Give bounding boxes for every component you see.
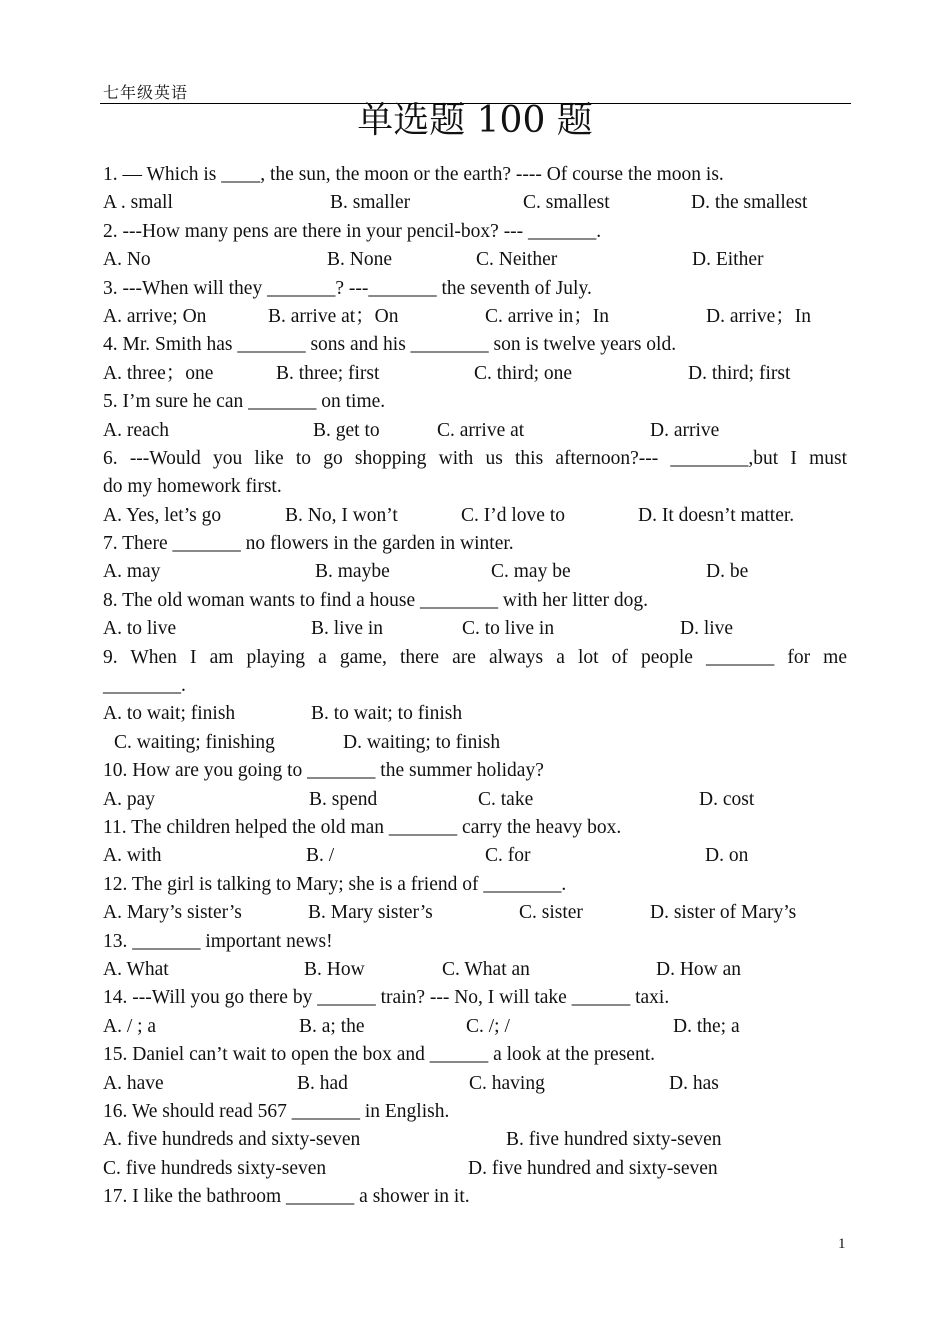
question-stem: 4. Mr. Smith has _______ sons and his ________ son is twelve years old. xyxy=(103,334,677,356)
question-stem: 10. How are you going to _______ the summer holiday? xyxy=(103,760,544,782)
answer-option: B. No, I won’t xyxy=(285,504,398,526)
answer-option: D. live xyxy=(680,618,734,640)
question-item xyxy=(103,1041,847,1098)
answer-option: B. maybe xyxy=(315,561,390,583)
answer-options-row xyxy=(103,729,847,757)
question-stem: 2. ---How many pens are there in your pencil-box? --- _______. xyxy=(103,220,602,242)
answer-option: D. arrive xyxy=(650,419,720,441)
answer-option: B. spend xyxy=(309,788,378,810)
question-stem: 6. ---Would you like to go shopping with us this afternoon?--- ________,but I must xyxy=(103,447,847,469)
answer-option: A. reach xyxy=(103,419,170,441)
question-stem: 7. There _______ no flowers in the garden in winter. xyxy=(103,533,514,555)
question-stem: 15. Daniel can’t wait to open the box and ______ a look at the present. xyxy=(103,1044,655,1066)
question-item xyxy=(103,587,847,644)
answer-option: B. had xyxy=(297,1072,348,1094)
question-item xyxy=(103,161,847,218)
question-item xyxy=(103,984,847,1041)
answer-option: C. having xyxy=(469,1072,545,1094)
question-item xyxy=(103,1098,847,1183)
answer-option: B. get to xyxy=(313,419,380,441)
answer-option: D. It doesn’t matter. xyxy=(638,504,795,526)
answer-option: D. the smallest xyxy=(691,192,808,214)
answer-option: D. third; first xyxy=(688,362,791,384)
answer-option: B. smaller xyxy=(330,192,411,214)
answer-option: D. arrive；In xyxy=(706,305,812,327)
answer-option: C. sister xyxy=(519,902,583,924)
page-number: 1 xyxy=(838,1236,846,1252)
answer-options-row xyxy=(103,558,847,586)
answer-option: C. arrive at xyxy=(437,419,525,441)
answer-option: C. What an xyxy=(442,958,530,980)
question-item xyxy=(103,331,847,388)
question-item xyxy=(103,388,847,445)
question-stem: 3. ---When will they _______? ---_______ the seventh of July. xyxy=(103,277,592,299)
answer-options-row xyxy=(103,956,847,984)
answer-option: D. has xyxy=(669,1072,719,1094)
answer-options-row xyxy=(103,615,847,643)
answer-option: D. be xyxy=(706,561,749,583)
question-stem-continued: ________. xyxy=(103,675,186,697)
answer-option: D. How an xyxy=(656,958,742,980)
answer-options-row xyxy=(103,502,847,530)
answer-option: A. What xyxy=(103,958,169,980)
answer-option: C. arrive in；In xyxy=(485,305,610,327)
answer-option: C. to live in xyxy=(462,618,555,640)
answer-options-row xyxy=(103,246,847,274)
answer-option: B. arrive at；On xyxy=(268,305,399,327)
answer-option: C. five hundreds sixty-seven xyxy=(103,1157,327,1179)
answer-option: D. waiting; to finish xyxy=(343,731,501,753)
question-stem: 1. — Which is ____, the sun, the moon or the earth? ---- Of course the moon is. xyxy=(103,164,724,185)
answer-option: B. / xyxy=(306,845,335,867)
answer-option: A. Mary’s sister’s xyxy=(103,902,242,924)
answer-option: C. smallest xyxy=(523,192,610,214)
page-title: 单选题 100 题 xyxy=(357,100,593,141)
answer-option: D. the; a xyxy=(673,1015,740,1037)
answer-option: A. / ; a xyxy=(103,1015,157,1037)
answer-option: A. three；one xyxy=(103,362,214,384)
answer-option: B. to wait; to finish xyxy=(311,703,463,725)
answer-option: B. three; first xyxy=(276,362,380,384)
answer-options-row xyxy=(103,360,847,388)
answer-option: C. take xyxy=(478,788,534,810)
question-stem: 8. The old woman wants to find a house ________ with her litter dog. xyxy=(103,589,649,611)
answer-option: C. I’d love to xyxy=(461,504,565,526)
answer-option: A. have xyxy=(103,1072,164,1094)
answer-options-row xyxy=(103,1013,847,1041)
question-item xyxy=(103,218,847,275)
question-item xyxy=(103,445,847,530)
answer-option: A. to live xyxy=(103,618,177,640)
answer-options-row xyxy=(103,1155,847,1183)
question-stem: 17. I like the bathroom _______ a shower in it. xyxy=(103,1186,470,1208)
answer-options-row xyxy=(103,1126,847,1154)
answer-option: A. to wait; finish xyxy=(103,703,236,725)
answer-option: C. Neither xyxy=(476,249,558,271)
answer-option: D. sister of Mary’s xyxy=(650,902,797,924)
answer-options-row xyxy=(103,417,847,445)
answer-option: A. Yes, let’s go xyxy=(103,504,222,526)
question-stem: 11. The children helped the old man _______ carry the heavy box. xyxy=(103,816,622,838)
answer-options-row xyxy=(103,189,847,217)
question-item xyxy=(103,928,847,985)
answer-option: A. may xyxy=(103,561,161,583)
question-item xyxy=(103,1183,847,1211)
question-item xyxy=(103,757,847,814)
answer-option: D. cost xyxy=(699,788,755,810)
answer-option: B. How xyxy=(304,958,365,980)
answer-option: D. five hundred and sixty-seven xyxy=(468,1157,718,1179)
answer-options-row xyxy=(103,786,847,814)
answer-options-row xyxy=(103,899,847,927)
question-item xyxy=(103,814,847,871)
answer-option: D. Either xyxy=(692,249,764,271)
question-item xyxy=(103,530,847,587)
answer-option: A . small xyxy=(103,192,173,214)
question-stem: 16. We should read 567 _______ in English. xyxy=(103,1100,450,1122)
answer-option: A. five hundreds and sixty-seven xyxy=(103,1129,361,1151)
answer-option: B. five hundred sixty-seven xyxy=(506,1129,722,1151)
answer-option: A. No xyxy=(103,249,151,271)
answer-option: A. arrive; On xyxy=(103,305,207,327)
question-stem-continued: do my homework first. xyxy=(103,476,282,498)
question-stem: 13. _______ important news! xyxy=(103,930,333,952)
answer-option: C. waiting; finishing xyxy=(114,731,275,753)
answer-option: D. on xyxy=(705,845,749,867)
answer-option: B. a; the xyxy=(299,1015,365,1037)
question-item xyxy=(103,871,847,928)
question-stem: 14. ---Will you go there by ______ train? --- No, I will take ______ taxi. xyxy=(103,987,670,1009)
answer-option: C. third; one xyxy=(474,362,573,384)
answer-option: A. with xyxy=(103,845,162,867)
answer-option: C. /; / xyxy=(466,1015,510,1037)
answer-options-row xyxy=(103,842,847,870)
answer-option: B. Mary sister’s xyxy=(308,902,433,924)
answer-options-row xyxy=(103,700,847,728)
answer-option: B. None xyxy=(327,249,392,271)
answer-option: C. for xyxy=(485,845,531,867)
answer-option: A. pay xyxy=(103,788,155,810)
answer-options-row xyxy=(103,303,847,331)
question-stem: 12. The girl is talking to Mary; she is a friend of ________. xyxy=(103,873,567,895)
question-item xyxy=(103,275,847,332)
question-stem: 9. When I am playing a game, there are always a lot of people _______ for me xyxy=(103,646,847,668)
answer-options-row xyxy=(103,1070,847,1098)
question-stem: 5. I’m sure he can _______ on time. xyxy=(103,391,386,413)
answer-option: B. live in xyxy=(311,618,384,640)
answer-option: C. may be xyxy=(491,561,571,583)
question-list xyxy=(103,161,847,1211)
header-label: 七年级英语 xyxy=(103,83,189,102)
question-item xyxy=(103,644,847,758)
